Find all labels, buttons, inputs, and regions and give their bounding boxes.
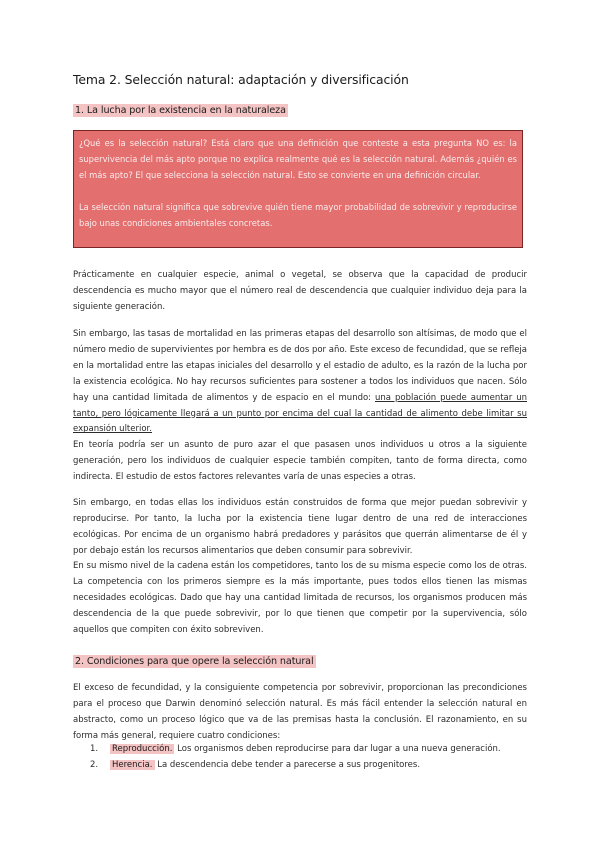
paragraph-1: Prácticamente en cualquier especie, animal o vegetal, se observa que la capacidad de producir descendencia es mucho mayor que el número real de descendencia que cualquier individuo deja para la siguiente generación. [73, 270, 527, 312]
condition-number: 2. [90, 759, 99, 770]
callout-paragraph-2: La selección natural significa que sobrevive quién tiene mayor probabilidad de sobrevivir y reproducirse bajo unas condiciones ambientales concretas. [79, 202, 517, 228]
condition-term: Reproducción. [112, 744, 173, 754]
condition-item [90, 758, 530, 774]
paragraph-5: En su mismo nivel de la cadena están los competidores, tanto los de su misma especie como los de otras. La competencia con los primeros siempre es la más importante, pues todos ellos tienen las mismas necesidades ecológicas. Dado que hay una cantidad limitada de recursos, los organismos producen más descendencia de la que puede sobrevivir, por lo que tienen que competir por la supervivencia, sólo aquellos que compiten con éxito sobreviven. [73, 561, 527, 635]
callout-paragraph-1: ¿Qué es la selección natural? Está claro que una definición que conteste a esta pregunta NO es: la supervivencia del más apto porque no explica realmente qué es la selección natural. Además ¿quién es el más apto? El que selecciona la selección natural. Esto se convierte en una definición circular. [79, 138, 517, 180]
condition-item [90, 742, 530, 758]
conditions-list [90, 742, 530, 774]
definition-callout [73, 130, 523, 248]
condition-term: Herencia. [112, 759, 153, 770]
condition-text: La descendencia debe tender a parecerse a sus progenitores. [154, 759, 421, 770]
condition-number: 1. [90, 744, 99, 754]
paragraph-6: El exceso de fecundidad, y la consiguiente competencia por sobrevivir, proporcionan las precondiciones para el proceso que Darwin denominó selección natural. Es más fácil entender la selección natural en abstracto, como un proceso lógico que va de las premisas hasta la conclusión. El razonamiento, en su forma más general, requiere cuatro condiciones: [73, 683, 527, 741]
condition-text: Los organismos deben reproducirse para dar lugar a una nueva generación. [174, 744, 501, 754]
paragraph-2 [73, 327, 527, 438]
section-heading-1: 1. La lucha por la existencia en la naturaleza [75, 105, 286, 116]
paragraph-2-underlined: una población puede aumentar un tanto, pero lógicamente llegará a un punto por encima del cual la cantidad de alimento debe limitar su expansión ulterior. [73, 392, 528, 435]
document-title: Tema 2. Selección natural: adaptación y diversificación [73, 72, 409, 87]
paragraph-3: En teoría podría ser un asunto de puro azar el que pasasen unos individuos u otros a la siguiente generación, pero los individuos de cualquier especie también compiten, tanto de forma directa, como indirecta. El estudio de estos factores relevantes varía de unas especies a otras. [73, 440, 527, 482]
paragraph-2-text: Sin embargo, las tasas de mortalidad en las primeras etapas del desarrollo son altísimas, de modo que el número medio de supervivientes por hembra es de dos por año. Este exceso de fecundidad, que se refleja en la mortalidad entre las etapas iniciales del desarrollo y el estadio de adulto, es la razón de la lucha por la existencia ecológica. No hay recursos suficientes para sostener a todos los individuos que nacen. Sólo hay una cantidad limitada de alimentos y de espacio en el mundo: [73, 329, 527, 403]
paragraph-4: Sin embargo, en todas ellas los individuos están construidos de forma que mejor puedan sobrevivir y reproducirse. Por tanto, la lucha por la existencia tiene lugar dentro de una red de interacciones ecológicas. Por encima de un organismo habrá predadores y parásitos que querrán alimentarse de él y por debajo están los recursos alimentarios que deben consumir para sobrevivir. [73, 498, 527, 556]
section-heading-2: 2. Condiciones para que opere la selección natural [75, 656, 314, 667]
